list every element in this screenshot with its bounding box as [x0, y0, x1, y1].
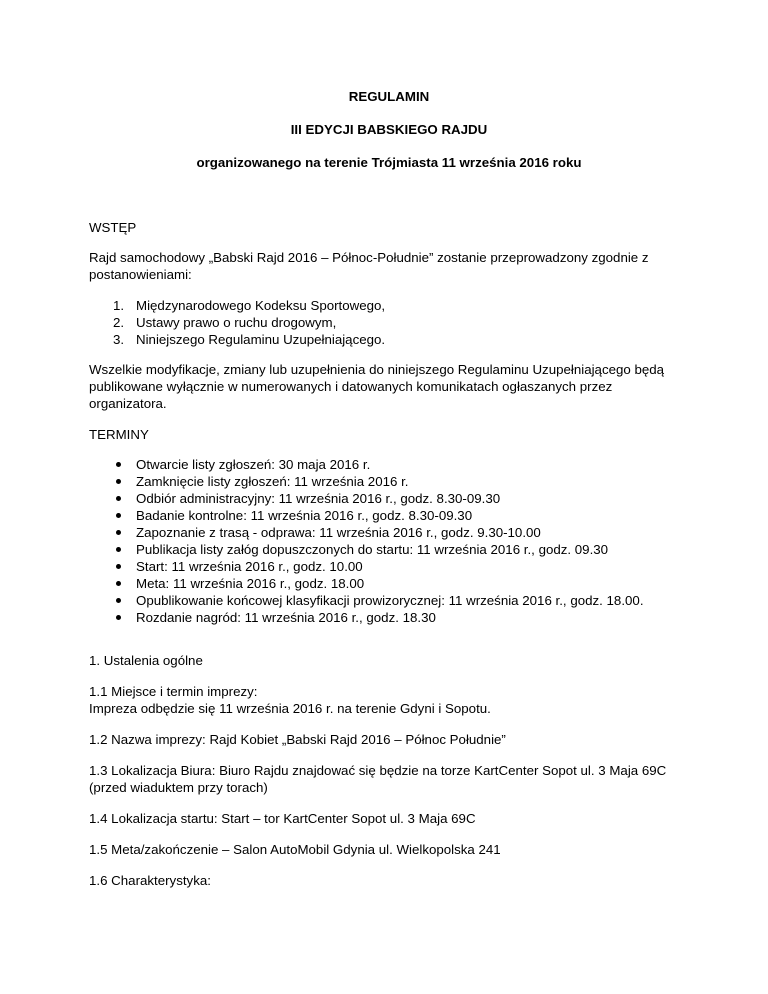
section-1-2: 1.2 Nazwa imprezy: Rajd Kobiet „Babski Rajd 2016 – Północ Południe”	[89, 732, 506, 747]
section-1-6: 1.6 Charakterystyka:	[89, 873, 211, 888]
intro-heading: WSTĘP	[89, 220, 137, 235]
section-1-5: 1.5 Meta/zakończenie – Salon AutoMobil Gdynia ul. Wielkopolska 241	[89, 842, 501, 857]
section-1-3-line1: 1.3 Lokalizacja Biura: Biuro Rajdu znajdować się będzie na torze KartCenter Sopot ul. 3 Maja 69C	[89, 763, 667, 778]
bullet-icon	[116, 598, 121, 603]
list-item: Zamknięcie listy zgłoszeń: 11 września 2016 r.	[89, 473, 689, 490]
list-item: Rozdanie nagród: 11 września 2016 r., godz. 18.30	[89, 609, 689, 626]
title-regulamin: REGULAMIN	[348, 89, 430, 104]
title-edition: III EDYCJI BABSKIEGO RAJDU	[290, 122, 488, 137]
list-item: Publikacja listy załóg dopuszczonych do startu: 11 września 2016 r., godz. 09.30	[89, 541, 689, 558]
list-item: 2. Ustawy prawo o ruchu drogowym,	[113, 315, 337, 330]
bullet-icon	[116, 564, 121, 569]
list-item: Otwarcie listy zgłoszeń: 30 maja 2016 r.	[89, 456, 689, 473]
list-item: Start: 11 września 2016 r., godz. 10.00	[89, 558, 689, 575]
intro-paragraph-line2: postanowieniami:	[89, 267, 192, 282]
bullet-icon	[116, 530, 121, 535]
intro-numbered-list	[89, 297, 689, 348]
terms-heading: TERMINY	[89, 427, 149, 442]
bullet-icon	[116, 462, 121, 467]
section-1-3-line2: (przed wiaduktem przy torach)	[89, 780, 268, 795]
modifications-line3: organizatora.	[89, 396, 167, 411]
modifications-line2: publikowane wyłącznie w numerowanych i datowanych komunikatach ogłaszanych przez	[89, 379, 613, 394]
section-1-1-line1: 1.1 Miejsce i termin imprezy:	[89, 684, 258, 699]
modifications-line1: Wszelkie modyfikacje, zmiany lub uzupełnienia do niniejszego Regulaminu Uzupełniającego będą	[89, 362, 665, 377]
list-item: Meta: 11 września 2016 r., godz. 18.00	[89, 575, 689, 592]
intro-paragraph-line1: Rajd samochodowy „Babski Rajd 2016 – Północ-Południe” zostanie przeprowadzony zgodnie z	[89, 250, 649, 265]
list-item: Zapoznanie z trasą - odprawa: 11 września 2016 r., godz. 9.30-10.00	[89, 524, 689, 541]
bullet-icon	[116, 581, 121, 586]
section-1-1-line2: Impreza odbędzie się 11 września 2016 r. na terenie Gdyni i Sopotu.	[89, 701, 491, 716]
title-subtitle: organizowanego na terenie Trójmiasta 11 września 2016 roku	[196, 155, 582, 170]
section-1-4: 1.4 Lokalizacja startu: Start – tor KartCenter Sopot ul. 3 Maja 69C	[89, 811, 476, 826]
bullet-icon	[116, 496, 121, 501]
bullet-icon	[116, 513, 121, 518]
bullet-icon	[116, 479, 121, 484]
terms-bullet-list	[89, 456, 689, 626]
list-item: Badanie kontrolne: 11 września 2016 r., godz. 8.30-09.30	[89, 507, 689, 524]
list-item: Odbiór administracyjny: 11 września 2016 r., godz. 8.30-09.30	[89, 490, 689, 507]
list-item: Opublikowanie końcowej klasyfikacji prowizorycznej: 11 września 2016 r., godz. 18.00.	[89, 592, 689, 609]
section-1-heading: 1. Ustalenia ogólne	[89, 653, 203, 668]
list-item: 3. Niniejszego Regulaminu Uzupełniającego.	[113, 332, 386, 347]
bullet-icon	[116, 547, 121, 552]
list-item: 1. Międzynarodowego Kodeksu Sportowego,	[113, 298, 386, 313]
bullet-icon	[116, 615, 121, 620]
